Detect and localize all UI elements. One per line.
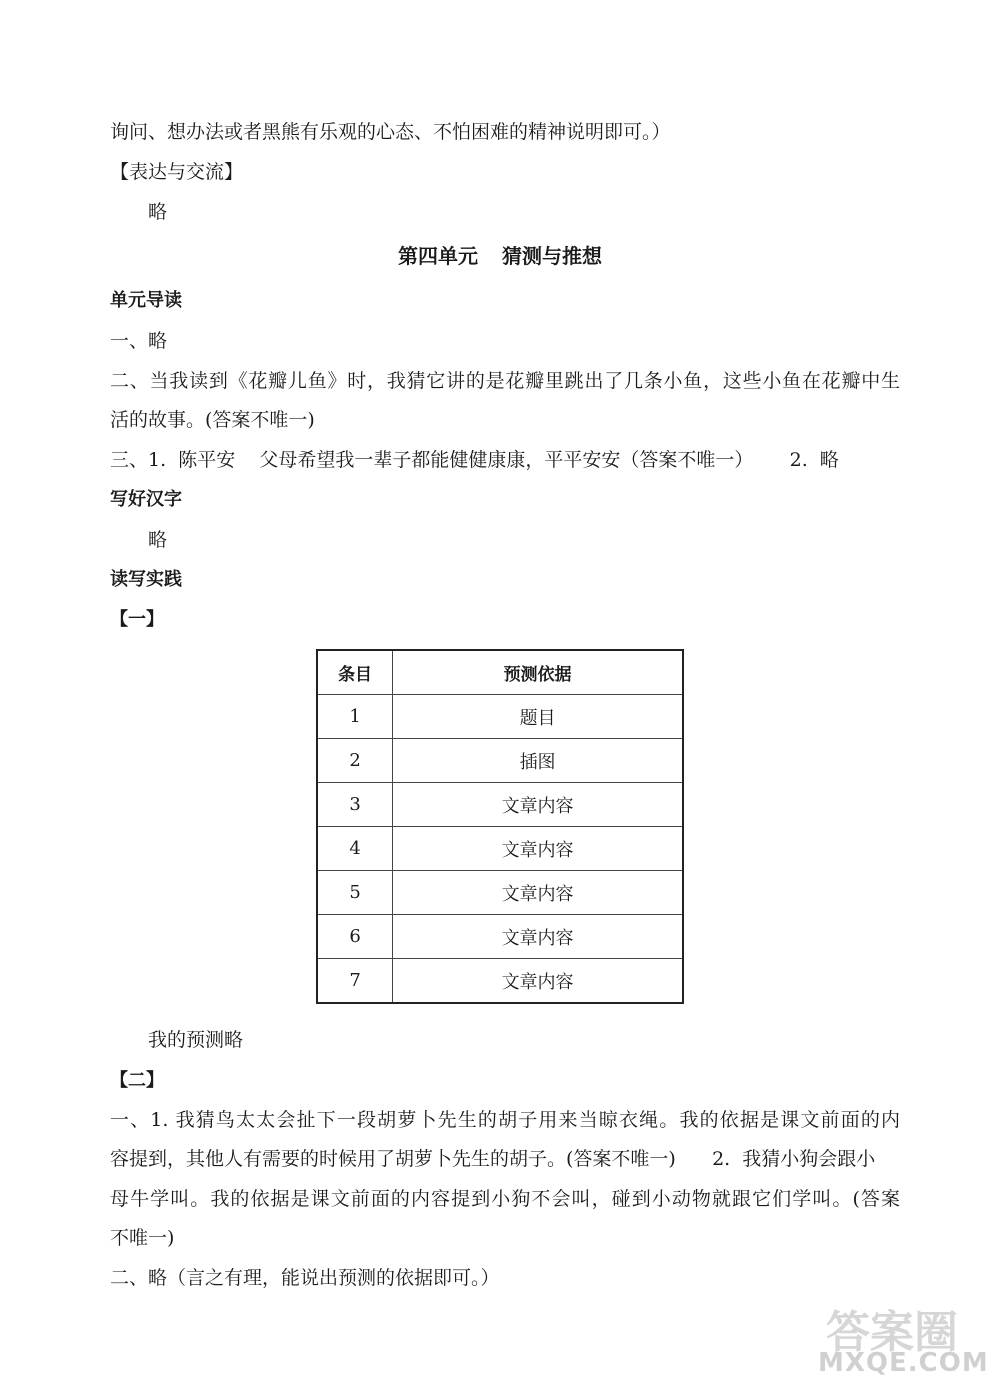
table-cell-item: 5	[317, 871, 393, 915]
table-row	[317, 915, 683, 959]
writing-answer: 略	[148, 529, 168, 551]
table-header-row	[317, 650, 683, 695]
prediction-table	[316, 649, 684, 1004]
table-cell-item: 7	[317, 959, 393, 1004]
table-cell-basis: 文章内容	[393, 827, 683, 871]
unit-title-number: 第四单元	[398, 244, 478, 268]
section-heading-writing: 写好汉字	[110, 489, 182, 510]
table-cell-item: 2	[317, 739, 393, 783]
table-cell-basis: 题目	[393, 695, 683, 739]
table-cell-item: 3	[317, 783, 393, 827]
part-two-q2: 二、略（言之有理，能说出预测的依据即可。）	[110, 1267, 500, 1289]
part-two-q1-line1: 一、1. 我猜鸟太太会扯下一段胡萝卜先生的胡子用来当晾衣绳。我的依据是课文前面的内	[110, 1109, 900, 1131]
unit-guide-q3: 三、1. 陈平安 父母希望我一辈子都能健健康康，平平安安（答案不唯一） 2. 略	[110, 449, 839, 471]
continued-answer-line: 询问、想办法或者黑熊有乐观的心态、不怕困难的精神说明即可。）	[110, 121, 671, 143]
table-cell-basis: 文章内容	[393, 783, 683, 827]
expression-answer: 略	[148, 201, 168, 223]
watermark-logo: 答案圈	[826, 1307, 958, 1358]
practice-part-two: 【二】	[110, 1070, 164, 1091]
unit-title-topic: 猜测与推想	[502, 244, 602, 268]
section-heading-practice: 读写实践	[110, 569, 182, 590]
part-two-q1-line2: 容提到，其他人有需要的时候用了胡萝卜先生的胡子。(答案不唯一) 2. 我猜小狗会跟小	[110, 1148, 876, 1170]
table-row	[317, 739, 683, 783]
part-two-q1-line3: 母牛学叫。我的依据是课文前面的内容提到小狗不会叫，碰到小动物就跟它们学叫。(答案	[110, 1188, 900, 1210]
table-row	[317, 695, 683, 739]
table-row	[317, 783, 683, 827]
table-cell-item: 1	[317, 695, 393, 739]
my-prediction-note: 我的预测略	[148, 1029, 244, 1051]
practice-part-one: 【一】	[110, 609, 164, 630]
table-cell-basis: 文章内容	[393, 959, 683, 1004]
part-two-q1-line4: 不唯一)	[110, 1227, 175, 1249]
table-row	[317, 959, 683, 1004]
table-row	[317, 871, 683, 915]
table-cell-basis: 插图	[393, 739, 683, 783]
unit-guide-q2-line1: 二、当我读到《花瓣儿鱼》时，我猜它讲的是花瓣里跳出了几条小鱼，这些小鱼在花瓣中生	[110, 370, 900, 392]
table-cell-basis: 文章内容	[393, 871, 683, 915]
table-row	[317, 827, 683, 871]
table-cell-item: 4	[317, 827, 393, 871]
unit-guide-q1: 一、略	[110, 330, 168, 352]
expression-heading: 【表达与交流】	[110, 161, 244, 183]
table-cell-item: 6	[317, 915, 393, 959]
table-header-basis: 预测依据	[393, 650, 683, 695]
unit-guide-q2-line2: 活的故事。(答案不唯一)	[110, 409, 315, 431]
watermark-site: MXQE.COM	[818, 1348, 989, 1378]
unit-title	[0, 243, 1000, 269]
section-heading-unit-guide: 单元导读	[110, 290, 182, 311]
table-header-item: 条目	[317, 650, 393, 695]
table-cell-basis: 文章内容	[393, 915, 683, 959]
